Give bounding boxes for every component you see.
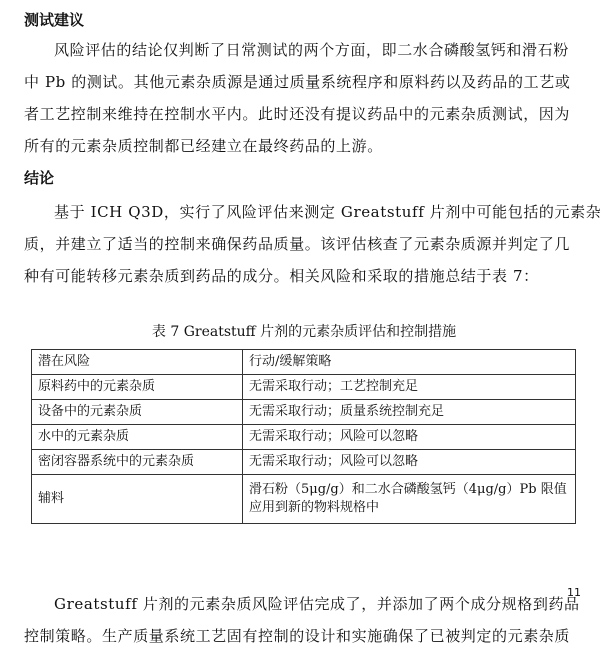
paragraph-summary bbox=[24, 588, 580, 652]
risk-control-table bbox=[31, 349, 576, 524]
table-header-row bbox=[32, 350, 576, 375]
table-cell-risk: 水中的元素杂质 bbox=[32, 425, 243, 450]
paragraph-line: 者工艺控制来维持在控制水平内。此时还没有提议药品中的元素杂质测试，因为 bbox=[24, 105, 571, 123]
paragraph-line: 中 Pb 的测试。其他元素杂质源是通过质量系统程序和原料药以及药品的工艺或 bbox=[24, 73, 571, 91]
paragraph-line: 所有的元素杂质控制都已经建立在最终药品的上游。 bbox=[24, 137, 383, 155]
paragraph-line: 质，并建立了适当的控制来确保药品质量。该评估核查了元素杂质源并判定了几 bbox=[24, 235, 571, 253]
table-caption: 表 7 Greatstuff 片剂的元素杂质评估和控制措施 bbox=[151, 324, 457, 340]
table-cell-risk: 原料药中的元素杂质 bbox=[32, 375, 243, 400]
table-row bbox=[32, 400, 576, 425]
paragraph-line: 基于 ICH Q3D，实行了风险评估来测定 Greatstuff 片剂中可能包括的元素杂 bbox=[54, 203, 602, 221]
section-heading-testing-recommendation: 测试建议 bbox=[24, 11, 85, 29]
paragraph-line: 种有可能转移元素杂质到药品的成分。相关风险和采取的措施总结于表 7： bbox=[24, 267, 539, 285]
table-header-cell: 行动/缓解策略 bbox=[243, 350, 576, 375]
paragraph-conclusion bbox=[24, 196, 602, 292]
paragraph-line: 风险评估的结论仅判断了日常测试的两个方面，即二水合磷酸氢钙和滑石粉 bbox=[54, 41, 569, 59]
table-row bbox=[32, 425, 576, 450]
table-cell-action: 无需采取行动；工艺控制充足 bbox=[243, 375, 576, 400]
table-header-cell: 潜在风险 bbox=[32, 350, 243, 375]
table-cell-risk: 密闭容器系统中的元素杂质 bbox=[32, 450, 243, 475]
table-row bbox=[32, 375, 576, 400]
table-row bbox=[32, 475, 576, 524]
paragraph-line: Greatstuff 片剂的元素杂质风险评估完成了，并添加了两个成分规格到药品 bbox=[54, 595, 580, 613]
table-cell-action: 无需采取行动；风险可以忽略 bbox=[243, 450, 576, 475]
paragraph-line: 控制策略。生产质量系统工艺固有控制的设计和实施确保了已被判定的元素杂质 bbox=[24, 627, 571, 645]
table-row bbox=[32, 450, 576, 475]
table-cell-action: 滑石粉（5μg/g）和二水合磷酸氢钙（4μg/g）Pb 限值应用到新的物料规格中 bbox=[243, 475, 576, 524]
page-number: 11 bbox=[567, 586, 581, 599]
section-heading-conclusion: 结论 bbox=[24, 169, 55, 187]
paragraph-testing-recommendation bbox=[24, 34, 580, 162]
table-cell-action: 无需采取行动；风险可以忽略 bbox=[243, 425, 576, 450]
table-cell-action: 无需采取行动；质量系统控制充足 bbox=[243, 400, 576, 425]
table-cell-risk: 设备中的元素杂质 bbox=[32, 400, 243, 425]
table-cell-risk: 辅料 bbox=[32, 475, 243, 524]
